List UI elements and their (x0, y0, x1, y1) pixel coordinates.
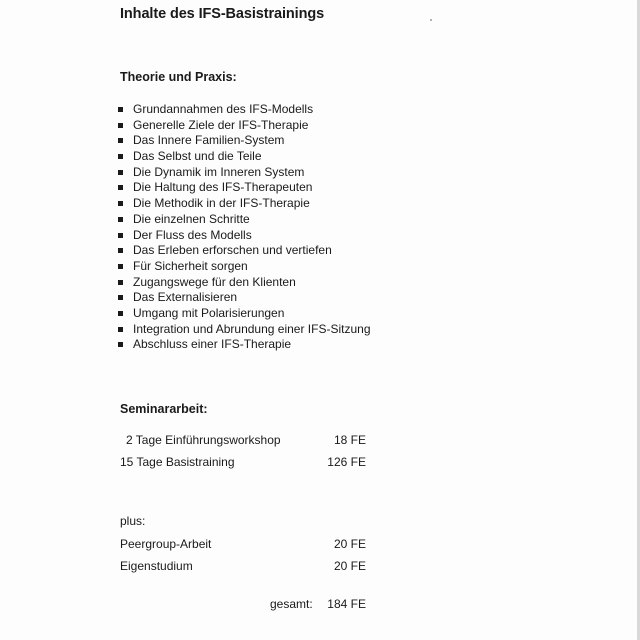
list-item-label: Die Methodik in der IFS-Therapie (133, 196, 310, 211)
bullet-icon (118, 311, 123, 316)
list-item-label: Für Sicherheit sorgen (133, 258, 248, 273)
list-item (116, 322, 371, 338)
cost-row (0, 559, 640, 575)
scan-speck (430, 19, 432, 21)
total-label: gesamt: (270, 597, 313, 611)
bullet-icon (118, 154, 123, 159)
list-item-label: Generelle Ziele der IFS-Therapie (133, 117, 309, 132)
list-item (116, 259, 371, 275)
list-item (116, 165, 371, 181)
theory-heading: Theorie und Praxis: (120, 70, 237, 84)
cost-value: 126 FE (327, 455, 366, 469)
list-item (116, 133, 371, 149)
list-item (116, 228, 371, 244)
bullet-icon (118, 138, 123, 143)
list-item-label: Der Fluss des Modells (133, 227, 252, 242)
page-title: Inhalte des IFS-Basistrainings (120, 6, 325, 22)
list-item-label: Grundannahmen des IFS-Modells (133, 102, 314, 116)
bullet-icon (118, 280, 123, 285)
bullet-icon (118, 342, 123, 347)
bullet-icon (118, 185, 123, 190)
cost-label: 2 Tage Einführungsworkshop (126, 433, 281, 447)
bullet-icon (118, 123, 123, 128)
list-item-label: Die Dynamik im Inneren System (133, 164, 305, 179)
cost-value: 20 FE (333, 537, 366, 551)
list-item (116, 149, 371, 165)
cost-row (0, 433, 640, 449)
plus-heading: plus: (120, 514, 146, 528)
cost-value: 18 FE (333, 433, 366, 447)
bullet-icon (118, 107, 123, 112)
cost-value: 20 FE (333, 559, 366, 573)
bullet-icon (118, 295, 123, 300)
list-item-label: Das Innere Familien-System (133, 133, 285, 148)
list-item-label: Umgang mit Polarisierungen (133, 305, 285, 320)
list-item (116, 212, 371, 228)
cost-label: Peergroup-Arbeit (120, 537, 212, 551)
list-item (116, 306, 371, 322)
list-item (116, 102, 371, 118)
list-item-label: Das Erleben erforschen und vertiefen (133, 243, 332, 258)
bullet-icon (118, 201, 123, 206)
list-item (116, 275, 371, 291)
total-row (0, 597, 640, 613)
seminar-heading: Seminararbeit: (120, 402, 208, 416)
cost-label: 15 Tage Basistraining (120, 455, 235, 469)
list-item (116, 118, 371, 134)
bullet-icon (118, 248, 123, 253)
list-item (116, 337, 371, 353)
bullet-icon (118, 264, 123, 269)
list-item (116, 196, 371, 212)
list-item (116, 243, 371, 259)
topic-list (116, 102, 371, 353)
list-item-label: Die einzelnen Schritte (133, 211, 250, 226)
list-item-label: Integration und Abrundung einer IFS-Sitzung (133, 321, 371, 336)
list-item-label: Das Externalisieren (133, 290, 238, 305)
list-item-label: Die Haltung des IFS-Therapeuten (133, 180, 313, 195)
bullet-icon (118, 233, 123, 238)
bullet-icon (118, 170, 123, 175)
cost-row (0, 537, 640, 553)
list-item-label: Zugangswege für den Klienten (133, 274, 296, 289)
list-item (116, 290, 371, 306)
list-item (116, 180, 371, 196)
bullet-icon (118, 217, 123, 222)
list-item-label: Das Selbst und die Teile (133, 149, 262, 164)
list-item-label: Abschluss einer IFS-Therapie (133, 337, 292, 352)
bullet-icon (118, 327, 123, 332)
cost-label: Eigenstudium (120, 559, 193, 573)
cost-row (0, 455, 640, 471)
total-value: 184 FE (327, 597, 366, 611)
